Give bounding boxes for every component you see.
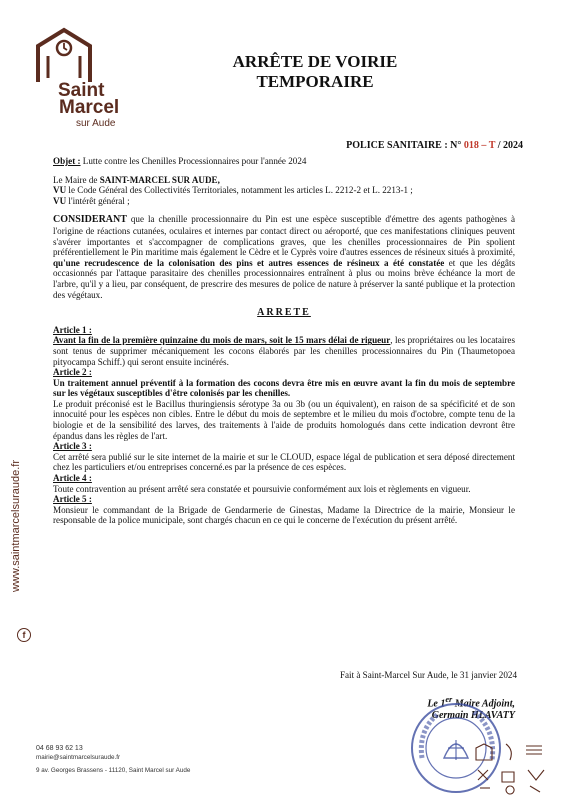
article-4-text: Toute contravention au présent arrêté sera constatée et poursuivie conformément aux lois et règlements en vigueur.: [53, 483, 471, 494]
article-2-text: Le produit préconisé est le Bacillus thuringiensis sérotype 3a ou 3b (ou un équivalent), en raison de sa spécificité et de son innocuité pour les espèces non cibles. Entre le début du mois de septembre et le milieu du mois d'octobre, compte tenu de la biologie et de la sensibilité des larves, des traitements à l'aide de produits homologués dans cette indication devront être épandus dans les règles de l'art.: [53, 398, 515, 441]
document-body: [53, 156, 515, 526]
vu2-text: l'intérêt général ;: [66, 195, 130, 206]
contact-info: [36, 744, 120, 762]
town-hall-icon: [34, 26, 94, 84]
arrete-heading: ARRETE: [257, 307, 311, 319]
signatory-title-pre: Le 1: [427, 698, 446, 710]
article-3-text: Cet arrêté sera publié sur le site internet de la mairie et sur le CLOUD, espace légal de publication et sera déposé directement chez les particuliers et/ou entreprises concerné.es par la présence de ces espèces.: [53, 451, 515, 473]
police-reference: [346, 140, 523, 151]
considerant-text-2: et que les dégâts occasionnés par l'attaque parasitaire des chenilles processionnaires entraînent à plus ou moins brève échéance la mort de l'arbre, qu'il y a lieu, par conséquent, de prescrire des mesures de police de nature à préserver la santé publique et la protection des végétaux.: [53, 257, 516, 300]
logo-text-sur-aude: sur Aude: [76, 118, 116, 129]
email-address[interactable]: mairie@saintmarcelsuraude.fr: [36, 754, 121, 761]
article-3-heading: Article 3 :: [53, 441, 92, 452]
logo-text-saint: Saint: [58, 80, 105, 101]
police-prefix: POLICE SANITAIRE : N°: [346, 140, 462, 151]
considerant-paragraph: [53, 214, 515, 300]
title-line-1: ARRÊTE DE VOIRIE: [232, 52, 398, 71]
vu2-label: VU: [53, 195, 67, 206]
article-1-heading: Article 1 :: [53, 324, 92, 335]
vu-line-2: [53, 196, 515, 207]
considerant-text-1: que la chenille processionnaire du Pin est une espèce susceptible d'émettre des agents pathogènes à l'origine de réactions cutanées, oculaires et internes par contact direct ou aéroporté, que ces manifestations cliniques peuvent s'avérer importantes et s'accompagner de complications graves, que les chenilles processionnaires de Pin spolient préférentiellement le Pin maritime mais également le Cèdre et le Cyprès voire d'autres essences de résineux situés à proximité,: [53, 214, 515, 258]
vu1-label: VU: [53, 185, 67, 196]
article-1-text: [53, 335, 515, 367]
vu1-text: le Code Général des Collectivités Territoriales, notamment les articles L. 2212-2 et L. 2213-1 ;: [66, 185, 413, 196]
heraldic-icons: [470, 740, 550, 796]
facebook-icon[interactable]: f: [17, 628, 31, 642]
considerant-bold: qu'une recrudescence de la colonisation des pins et autres essences de résineux a été constatée: [53, 257, 445, 268]
article-5-heading: Article 5 :: [53, 494, 92, 505]
considerant-label: CONSIDERANT: [53, 214, 127, 226]
police-number: 018 – T: [463, 140, 496, 151]
article-1-bold: Avant la fin de la première quinzaine du mois de mars, soit le 15 mars délai de rigueur: [53, 335, 391, 346]
police-year: / 2024: [497, 140, 523, 151]
article-1-body: , les propriétaires ou les locataires sont tenus de supprimer mécaniquement les cocons élaborés par les chenilles processionnaires du Pin (Thaumetopoea pityocampa Schiff.) qui seront ensuite incinérés.: [53, 335, 515, 367]
website-url-vertical[interactable]: www.saintmarcelsuraude.fr: [10, 459, 23, 593]
objet-label: Objet :: [53, 156, 81, 166]
signatory-name: Germain HLAVATY: [431, 710, 515, 722]
document-title: [185, 52, 445, 92]
maire-line: [53, 175, 515, 186]
logo-text-marcel: Marcel: [59, 97, 120, 118]
signatory-title-post: Maire Adjoint,: [452, 698, 515, 710]
article-4-heading: Article 4 :: [53, 473, 92, 484]
objet-line: [53, 156, 515, 167]
article-2-heading: Article 2 :: [53, 367, 92, 378]
objet-text: Lutte contre les Chenilles Processionnaires pour l'année 2024: [80, 156, 307, 166]
postal-address: 9 av. Georges Brassens - 11120, Saint Marcel sur Aude: [36, 767, 191, 774]
signatory-title-sup: er: [445, 695, 453, 704]
phone-number: 04 68 93 62 13: [36, 745, 83, 752]
maire-prefix: Le Maire de: [53, 174, 100, 185]
vu-line-1: [53, 185, 515, 196]
title-line-2: TEMPORAIRE: [256, 72, 374, 91]
article-2-bold: Un traitement annuel préventif à la formation des cocons devra être mis en œuvre avant la fin du mois de septembre sur les végétaux susceptibles d'être colonisés par les chenilles.: [53, 377, 515, 399]
date-place-line: Fait à Saint-Marcel Sur Aude, le 31 janvier 2024: [339, 670, 517, 680]
article-5-text: Monsieur le commandant de la Brigade de Gendarmerie de Ginestas, Madame la Directrice de la mairie, Monsieur le responsable de la police municipale, sont chargés chacun en ce qui le concerne de l'exécution du présent arrêté.: [53, 504, 515, 526]
maire-name: SAINT-MARCEL SUR AUDE,: [99, 174, 220, 185]
town-logo: [28, 26, 133, 131]
